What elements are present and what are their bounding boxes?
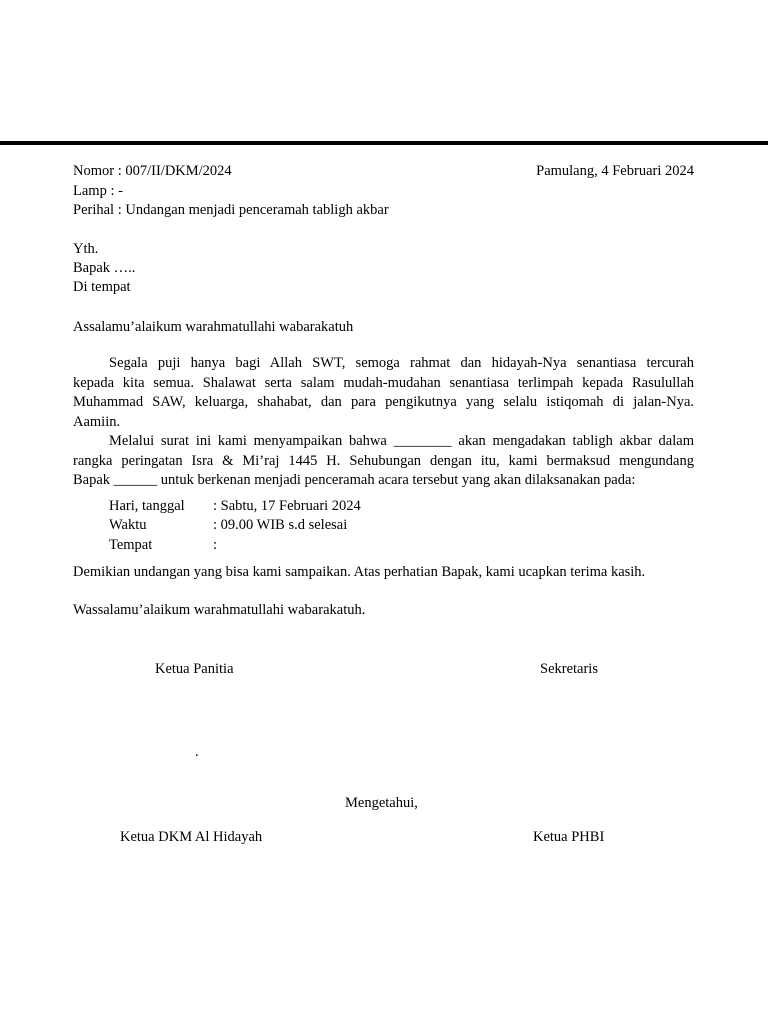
header-rule xyxy=(0,141,768,145)
signature-sekretaris: Sekretaris xyxy=(540,661,598,677)
letter-subject: Perihal : Undangan menjadi penceramah tabligh akbar xyxy=(73,202,389,218)
opening-greeting: Assalamu’alaikum warahmatullahi wabarakatuh xyxy=(73,319,354,335)
detail-label-time: Waktu xyxy=(109,517,147,533)
paragraph-line: rangka peringatan Isra & Mi’raj 1445 H. Sehubungan dengan itu, kami bermaksud mengundang xyxy=(73,452,694,469)
detail-value-time: : 09.00 WIB s.d selesai xyxy=(213,517,348,533)
paragraph-line: Melalui surat ini kami menyampaikan bahwa ________ akan mengadakan tabligh akbar dalam xyxy=(109,433,694,449)
signature-ketua-phbi: Ketua PHBI xyxy=(533,829,605,845)
signature-ketua-dkm: Ketua DKM Al Hidayah xyxy=(120,829,263,845)
signature-ketua-panitia: Ketua Panitia xyxy=(155,661,234,677)
recipient-name: Bapak ….. xyxy=(73,260,136,276)
detail-label-place: Tempat xyxy=(109,537,153,553)
recipient-yth: Yth. xyxy=(73,241,99,257)
paragraph-line: Aamiin. xyxy=(73,413,121,430)
paragraph-line: kepada kita semua. Shalawat serta salam mudah-mudahan senantiasa terlimpah kepada Rasulullah xyxy=(73,374,694,391)
closing-sentence: Demikian undangan yang bisa kami sampaikan. Atas perhatian Bapak, kami ucapkan terima kasih. xyxy=(73,564,646,580)
detail-value-date: : Sabtu, 17 Februari 2024 xyxy=(213,498,361,514)
paragraph-line: Segala puji hanya bagi Allah SWT, semoga rahmat dan hidayah-Nya senantiasa tercurah xyxy=(109,355,694,371)
recipient-place: Di tempat xyxy=(73,279,131,295)
paragraph-opening xyxy=(73,354,694,432)
paragraph-line: Muhammad SAW, keluarga, shahabat, dan para pengikutnya yang selalu istiqomah di jalan-Nya. xyxy=(73,394,694,410)
letter-number: Nomor : 007/II/DKM/2024 xyxy=(73,163,232,179)
paragraph-line: Bapak ______ untuk berkenan menjadi penceramah acara tersebut yang akan dilaksanakan pada: xyxy=(73,472,636,488)
paragraph-invitation xyxy=(73,432,694,491)
signature-dot: . xyxy=(195,744,199,760)
closing-greeting: Wassalamu’alaikum warahmatullahi wabarakatuh. xyxy=(73,602,366,618)
place-date: Pamulang, 4 Februari 2024 xyxy=(536,163,694,179)
detail-value-place: : xyxy=(213,537,218,553)
letter-attachment: Lamp : - xyxy=(73,183,123,199)
signature-mengetahui: Mengetahui, xyxy=(345,795,418,811)
detail-label-date: Hari, tanggal xyxy=(109,498,185,514)
